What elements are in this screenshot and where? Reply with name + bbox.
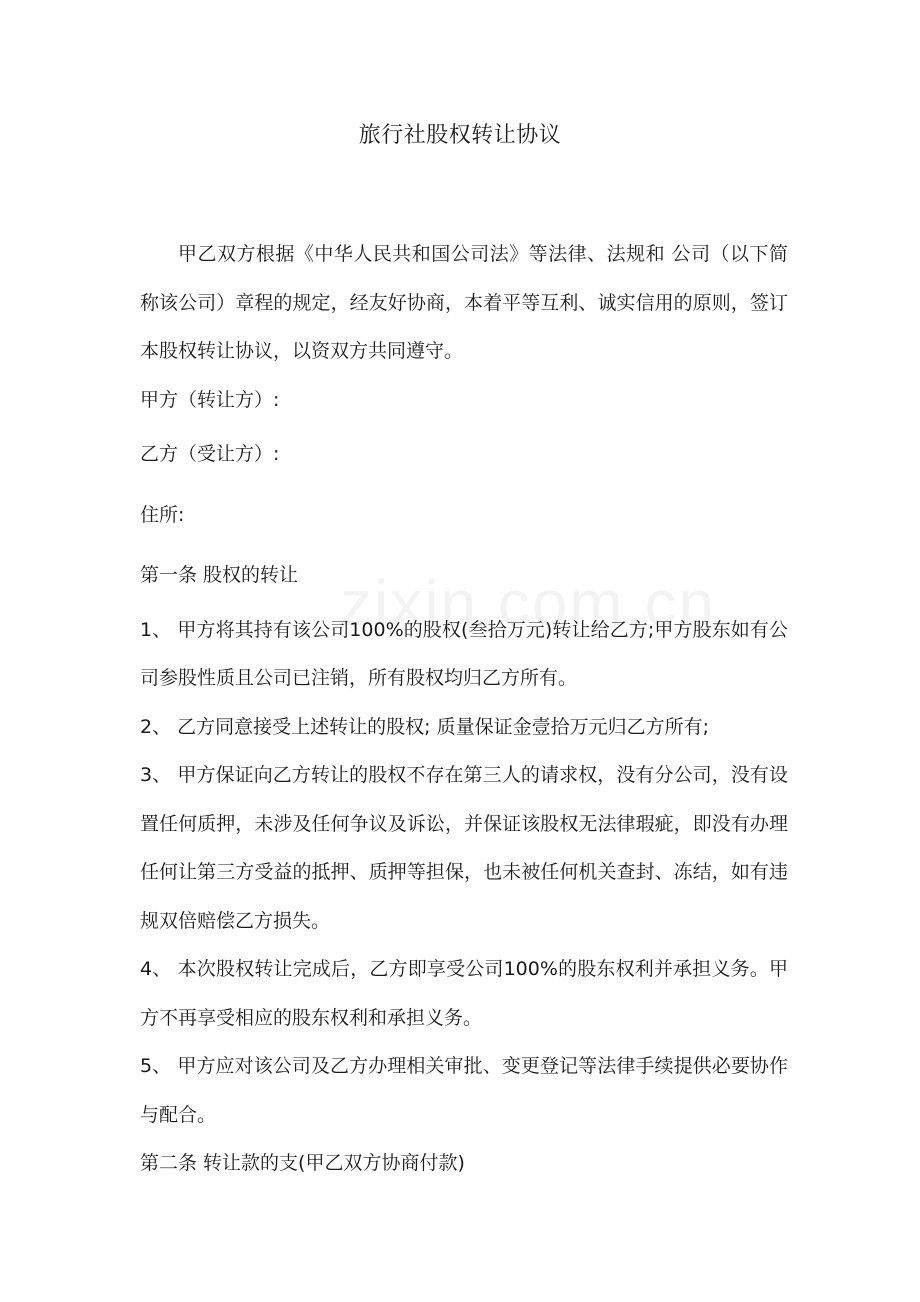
document-body — [140, 230, 788, 1188]
clause-1: 1、 甲方将其持有该公司100%的股权(叁拾万元)转让给乙方;甲方股东如有公司参股性质且公司已注销，所有股权均归乙方所有。 — [140, 618, 788, 689]
document-title: 旅行社股权转让协议 — [358, 123, 562, 148]
clause-4: 4、 本次股权转让完成后，乙方即享受公司100%的股东权利并承担义务。甲方不再享受相应的股东权利和承担义务。 — [140, 958, 788, 1029]
party-b-line: 乙方（受让方）: — [140, 443, 280, 465]
party-a-line: 甲方（转让方）: — [140, 388, 280, 411]
clause-3: 3、 甲方保证向乙方转让的股权不存在第三人的请求权，没有分公司，没有设置任何质押，未涉及任何争议及诉讼，并保证该股权无法律瑕疵，即没有办理任何让第三方受益的抵押、质押等担保，也未被任何机关查封、冻结，如有违规双倍赔偿乙方损失。 — [140, 764, 788, 932]
article-2-heading: 第二条 转让款的支(甲乙双方协商付款) — [140, 1152, 465, 1174]
article-1-heading: 第一条 股权的转让 — [140, 564, 299, 586]
clause-2: 2、 乙方同意接受上述转让的股权; 质量保证金壹拾万元归乙方所有; — [140, 715, 709, 738]
clause-5: 5、 甲方应对该公司及乙方办理相关审批、变更登记等法律手续提供必要协作与配合。 — [140, 1055, 788, 1126]
address-line: 住所: — [140, 503, 185, 526]
preamble-paragraph: 甲乙双方根据《中华人民共和国公司法》等法律、法规和 公司（以下简称该公司）章程的规定，经友好协商，本着平等互利、诚实信用的原则，签订本股权转让协议，以资双方共同遵守。 — [140, 243, 788, 362]
